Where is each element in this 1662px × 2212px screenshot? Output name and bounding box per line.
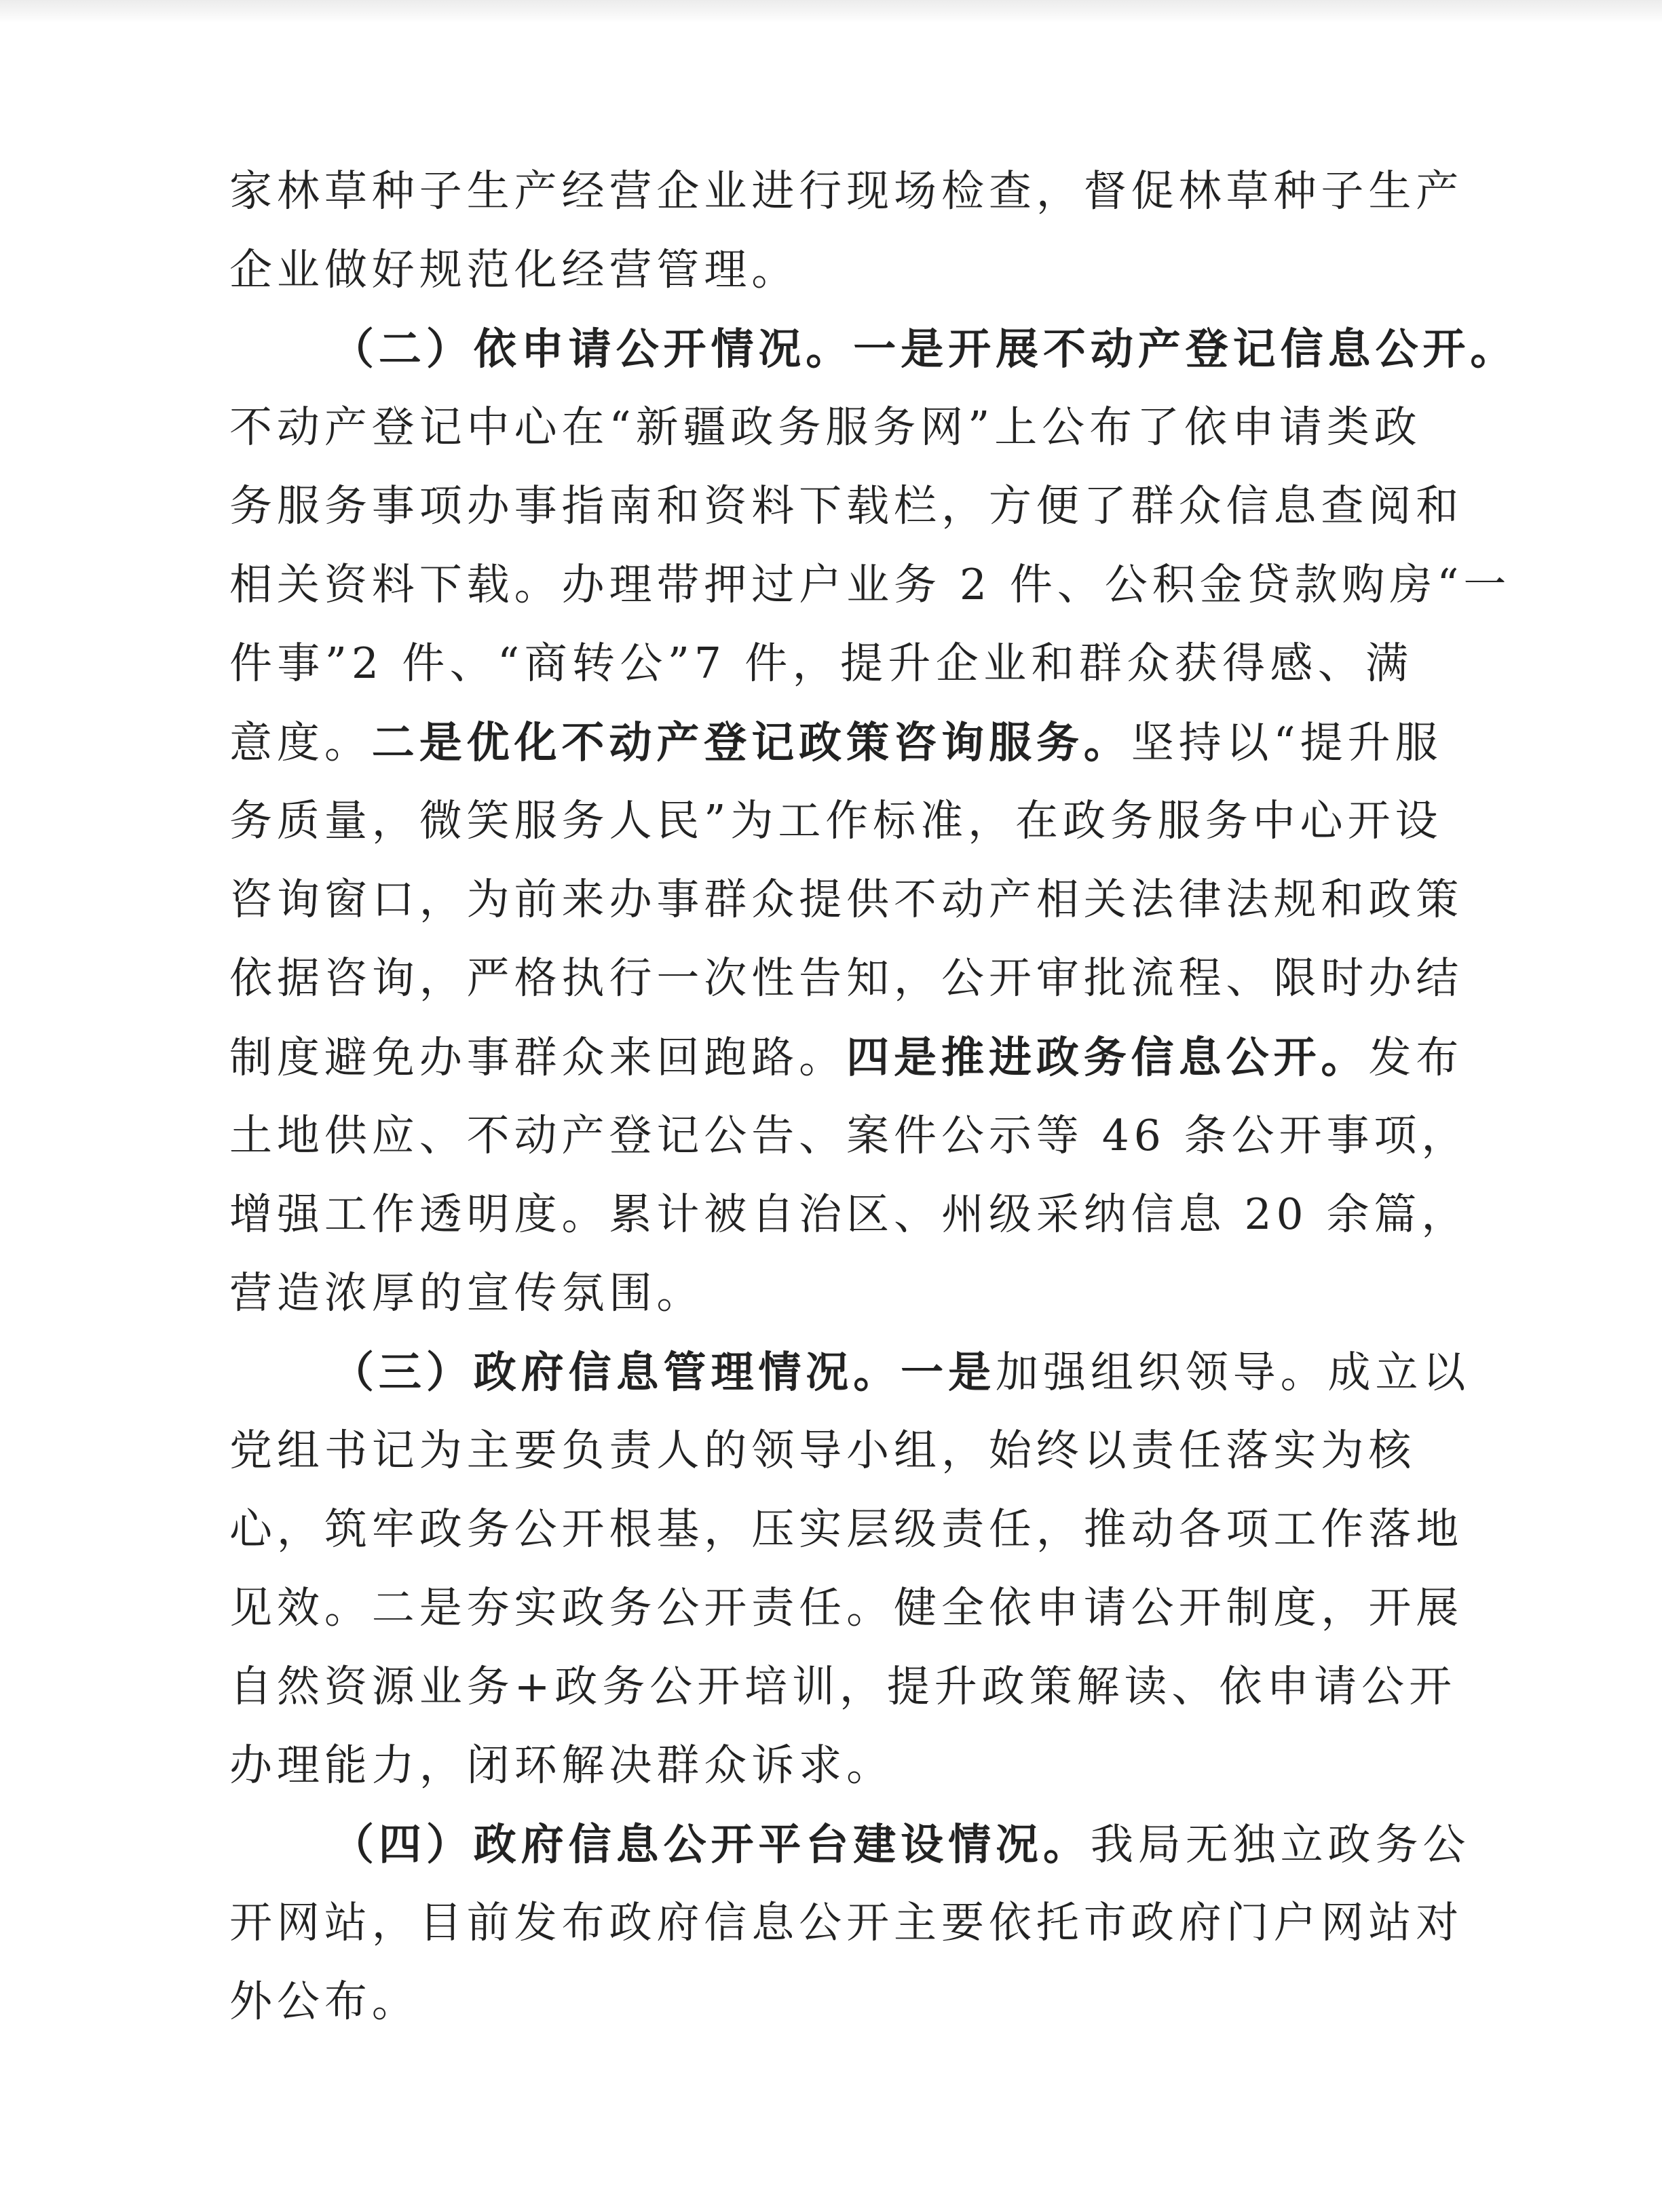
text-line — [229, 1962, 1413, 2041]
text-line — [229, 1726, 1413, 1805]
text-segment: 加强组织领导。成立以 — [996, 1348, 1471, 1397]
text-line — [229, 939, 1464, 1018]
text-segment: 营造浓厚的宣传氛围。 — [229, 1268, 704, 1318]
text-line — [229, 624, 1413, 703]
document-page — [229, 152, 1518, 2041]
text-line — [229, 1411, 1416, 1490]
text-line — [229, 1333, 1471, 1411]
text-segment: 开网站，目前发布政府信息公开主要依托市政府门户网站对 — [229, 1898, 1464, 1947]
text-segment: 不动产登记中心在“新疆政务服务网”上公布了依申请类政 — [229, 402, 1422, 452]
text-line — [229, 309, 1518, 388]
text-segment: 办理能力，闭环解决群众诉求。 — [229, 1740, 894, 1790]
text-line — [229, 152, 1464, 231]
text-segment: 制度避免办事群众来回跑路。 — [229, 1033, 847, 1082]
text-segment: 增强工作透明度。累计被自治区、州级采纳信息 20 余篇， — [229, 1189, 1469, 1239]
text-line — [229, 467, 1464, 546]
document-body — [229, 152, 1518, 2041]
text-segment: 企业做好规范化经营管理。 — [229, 245, 799, 294]
text-line — [229, 1647, 1456, 1726]
text-segment: 坚持以“提升服 — [1131, 718, 1443, 767]
text-line — [229, 1097, 1469, 1175]
text-segment: 依据咨询，严格执行一次性告知，公开审批流程、限时办结 — [229, 953, 1464, 1003]
text-line — [229, 1490, 1464, 1569]
text-segment: 见效。二是夯实政务公开责任。健全依申请公开制度，开展 — [229, 1583, 1464, 1633]
bold-text-segment: （四）政府信息公开平台建设情况。 — [331, 1819, 1091, 1869]
text-segment: 心，筑牢政务公开根基，压实层级责任，推动各项工作落地 — [229, 1504, 1464, 1554]
text-segment: 务质量，微笑服务人民”为工作标准，在政务服务中心开设 — [229, 796, 1443, 845]
text-line — [229, 703, 1443, 782]
text-line — [229, 1175, 1469, 1254]
text-segment: 我局无独立政务公 — [1090, 1820, 1471, 1869]
text-segment: 家林草种子生产经营企业进行现场检查，督促林草种子生产 — [229, 166, 1464, 216]
text-line — [229, 860, 1464, 939]
text-line — [229, 1018, 1464, 1097]
text-segment: 件事”2 件、“商转公”7 件，提升企业和群众获得感、满 — [229, 638, 1413, 688]
scan-top-edge — [0, 0, 1662, 23]
text-segment: 咨询窗口，为前来办事群众提供不动产相关法律法规和政策 — [229, 875, 1464, 924]
text-line — [229, 231, 1413, 309]
bold-text-segment: 四是推进政务信息公开。 — [846, 1032, 1369, 1082]
text-line — [229, 1254, 1413, 1333]
text-line — [229, 388, 1422, 467]
text-segment: 党组书记为主要负责人的领导小组，始终以责任落实为核 — [229, 1426, 1416, 1475]
text-line — [229, 1569, 1464, 1647]
text-segment: 外公布。 — [229, 1977, 419, 2026]
text-segment: 务服务事项办事指南和资料下载栏，方便了群众信息查阅和 — [229, 481, 1464, 531]
text-segment: 意度。 — [229, 718, 372, 767]
text-segment: 发布 — [1368, 1033, 1464, 1082]
text-segment: 自然资源业务+政务公开培训，提升政策解读、依申请公开 — [229, 1662, 1456, 1711]
bold-text-segment: 二是优化不动产登记政策咨询服务。 — [371, 717, 1131, 767]
text-line — [229, 546, 1511, 624]
text-line — [229, 1805, 1471, 1884]
text-segment: 土地供应、不动产登记公告、案件公示等 46 条公开事项， — [229, 1111, 1469, 1160]
bold-text-segment: （三）政府信息管理情况。一是 — [331, 1347, 996, 1397]
bold-text-segment: （二）依申请公开情况。一是开展不动产登记信息公开。 — [331, 324, 1518, 374]
text-segment: 相关资料下载。办理带押过户业务 2 件、公积金贷款购房“一 — [229, 560, 1511, 609]
text-line — [229, 782, 1443, 860]
text-line — [229, 1884, 1464, 1962]
